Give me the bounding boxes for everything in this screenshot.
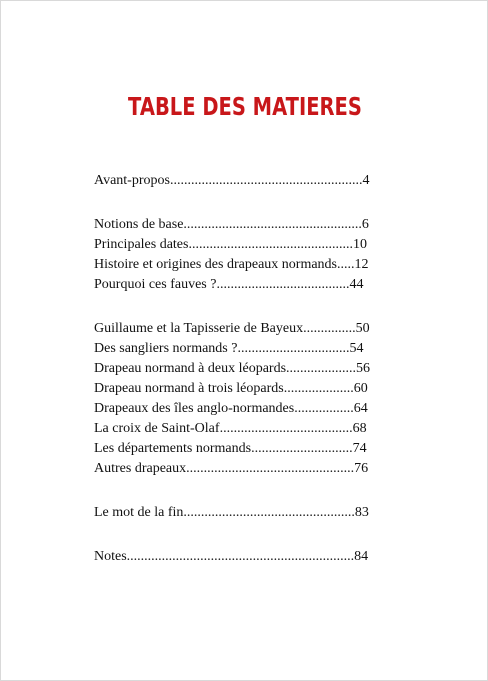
- toc-entry-departements-normands: Les départements normands.............................74: [94, 441, 367, 456]
- toc-entry-pourquoi-fauves: Pourquoi ces fauves ?......................................44: [94, 277, 364, 292]
- toc-entry-croix-saint-olaf: La croix de Saint-Olaf......................................68: [94, 421, 367, 436]
- toc-entry-deux-leopards: Drapeau normand à deux léopards....................56: [94, 361, 371, 376]
- toc-entry-avant-propos: Avant-propos.......................................................4: [94, 173, 370, 188]
- toc-entry-sangliers-normands: Des sangliers normands ?................................54: [94, 341, 364, 356]
- toc-entry-principales-dates: Principales dates...............................................10: [94, 237, 367, 252]
- toc-entry-guillaume-tapisserie: Guillaume et la Tapisserie de Bayeux...............50: [94, 321, 370, 336]
- toc-entry-notes: Notes.................................................................84: [94, 549, 369, 564]
- toc-entry-iles-anglo-normandes: Drapeaux des îles anglo-normandes.................64: [94, 401, 368, 416]
- toc-entry-mot-de-la-fin: Le mot de la fin.................................................83: [94, 505, 369, 520]
- page-title: TABLE DES MATIERES: [128, 92, 362, 121]
- toc-entry-histoire-origines: Histoire et origines des drapeaux normands.....12: [94, 257, 369, 272]
- toc-entry-notions-de-base: Notions de base...................................................6: [94, 217, 369, 232]
- toc-entry-autres-drapeaux: Autres drapeaux................................................76: [94, 461, 369, 476]
- toc-entry-trois-leopards: Drapeau normand à trois léopards....................60: [94, 381, 368, 396]
